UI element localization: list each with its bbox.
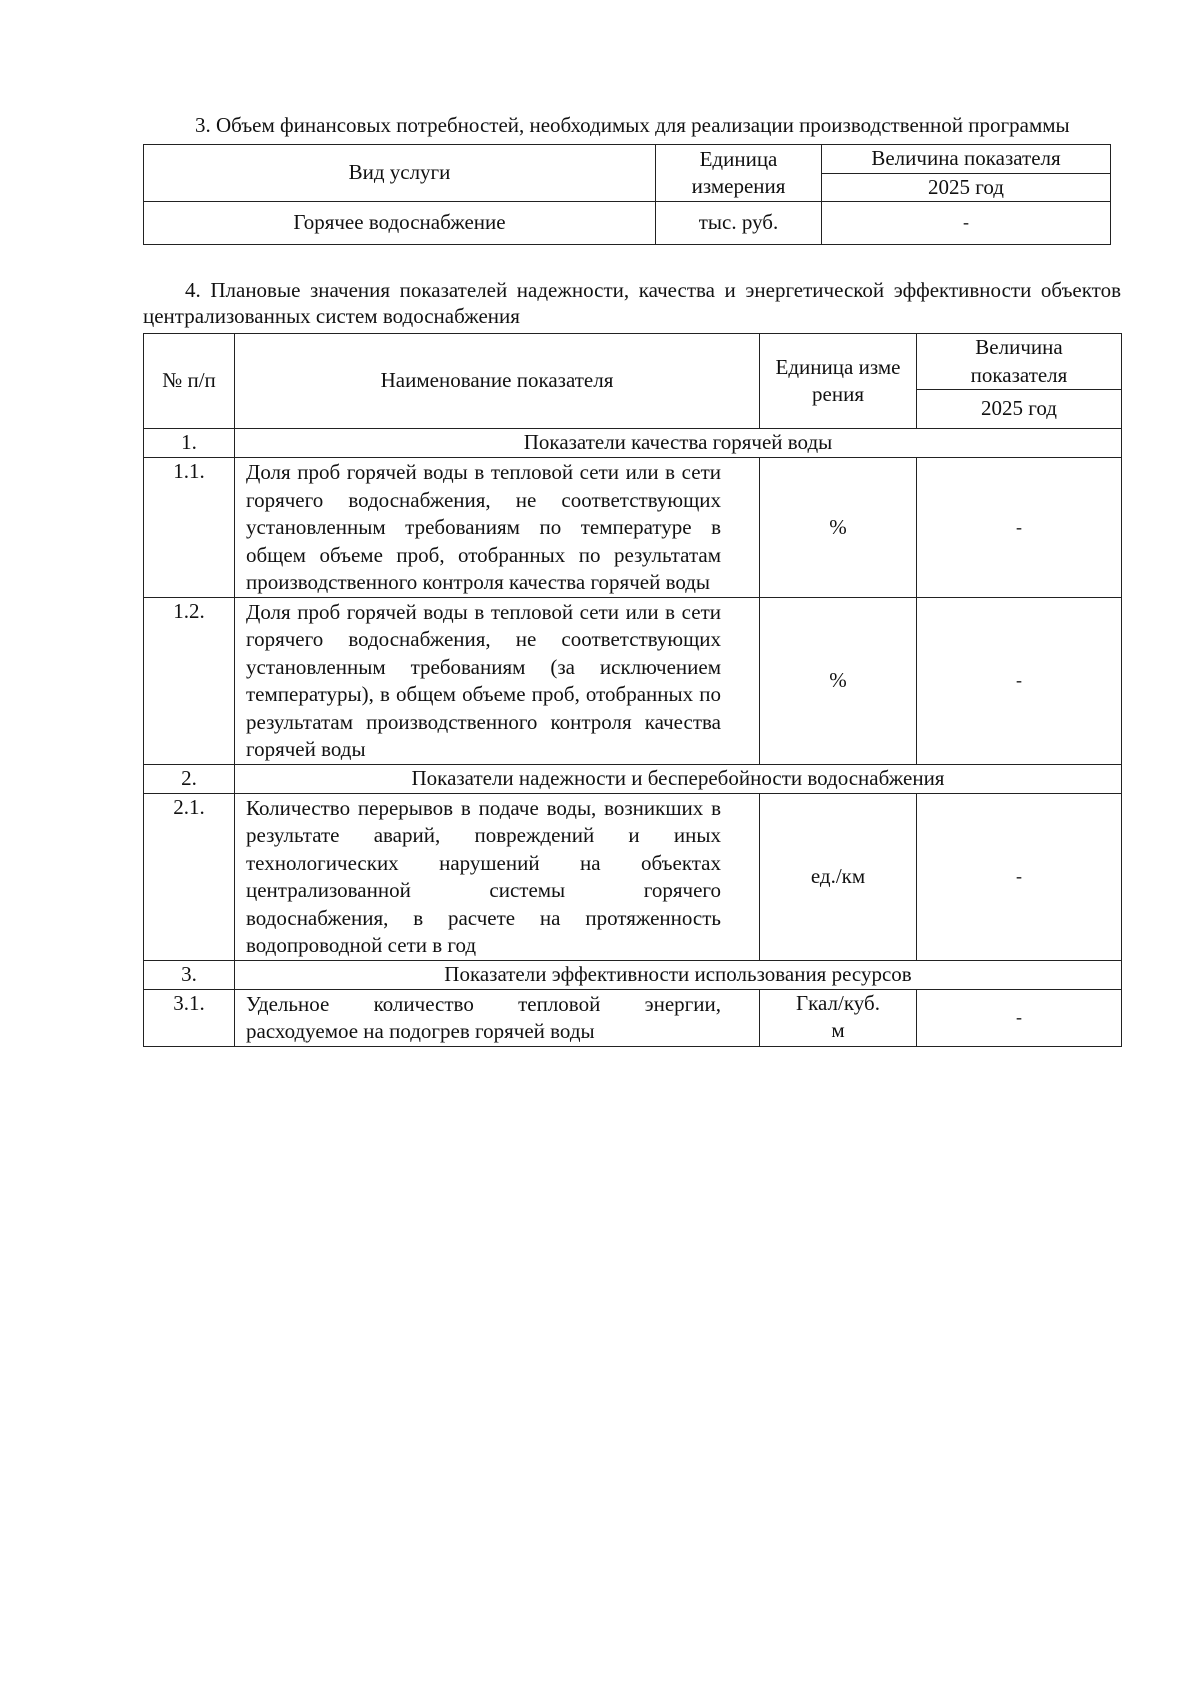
section-3-heading: 3. Объем финансовых потребностей, необходимых для реализации производственной программы (195, 113, 1070, 137)
value-cell: - (822, 202, 1111, 245)
table-header-row (144, 334, 1122, 390)
col-header-num: № п/п (144, 334, 235, 429)
indicator-name: Доля проб горячей воды в тепловой сети или в сети горячего водоснабжения, не соответствующих установленным требованиям по температуре в общем объеме проб, отобранных по результатам производственного контроля качества горячей воды (235, 458, 760, 598)
spacer (143, 245, 1121, 277)
group-row (144, 960, 1122, 989)
col-header-service: Вид услуги (144, 145, 656, 202)
table-row (144, 458, 1122, 598)
group-title: Показатели эффективности использования ресурсов (235, 960, 1122, 989)
unit-cell: тыс. руб. (656, 202, 822, 245)
table-row (144, 202, 1111, 245)
section-4-heading: 4. Плановые значения показателей надежности, качества и энергетической эффективности объектов централизованных систем водоснабжения (143, 278, 1121, 328)
group-title: Показатели надежности и бесперебойности водоснабжения (235, 764, 1122, 793)
col-header-value: Величина показателя (822, 145, 1111, 174)
table-header-row (144, 145, 1111, 174)
value-cell: - (917, 597, 1122, 764)
col-header-name: Наименование показателя (235, 334, 760, 429)
value-cell: - (917, 989, 1122, 1046)
table-row (144, 793, 1122, 960)
financial-needs-table (143, 144, 1111, 245)
row-num: 1.1. (144, 458, 235, 598)
unit-cell: ед./км (760, 793, 917, 960)
value-cell: - (917, 793, 1122, 960)
col-header-unit: Единица измерения (760, 334, 917, 429)
value-cell: - (917, 458, 1122, 598)
group-num: 3. (144, 960, 235, 989)
row-num: 2.1. (144, 793, 235, 960)
group-row (144, 429, 1122, 458)
indicator-name: Доля проб горячей воды в тепловой сети или в сети горячего водоснабжения, не соответствующих установленным требованиям (за исключением температуры), в общем объеме проб, отобранных по результатам производственного контроля качества горячей воды (235, 597, 760, 764)
group-num: 2. (144, 764, 235, 793)
group-row (144, 764, 1122, 793)
col-header-year: 2025 год (917, 390, 1122, 429)
col-header-year: 2025 год (822, 173, 1111, 202)
indicator-name: Количество перерывов в подаче воды, возникших в результате аварий, повреждений и иных технологических нарушений на объектах централизованной системы горячего водоснабжения, в расчете на протяженность водопроводной сети в год (235, 793, 760, 960)
group-num: 1. (144, 429, 235, 458)
unit-cell: Гкал/куб. м (760, 989, 917, 1046)
group-title: Показатели качества горячей воды (235, 429, 1122, 458)
indicator-name: Удельное количество тепловой энергии, расходуемое на подогрев горячей воды (235, 989, 760, 1046)
col-header-value: Величина показателя (917, 334, 1122, 390)
indicators-table (143, 333, 1122, 1047)
col-header-unit: Единица измерения (656, 145, 822, 202)
row-num: 1.2. (144, 597, 235, 764)
service-cell: Горячее водоснабжение (144, 202, 656, 245)
document-page (143, 112, 1121, 1047)
table-row (144, 597, 1122, 764)
row-num: 3.1. (144, 989, 235, 1046)
unit-cell: % (760, 597, 917, 764)
table-row (144, 989, 1122, 1046)
unit-cell: % (760, 458, 917, 598)
